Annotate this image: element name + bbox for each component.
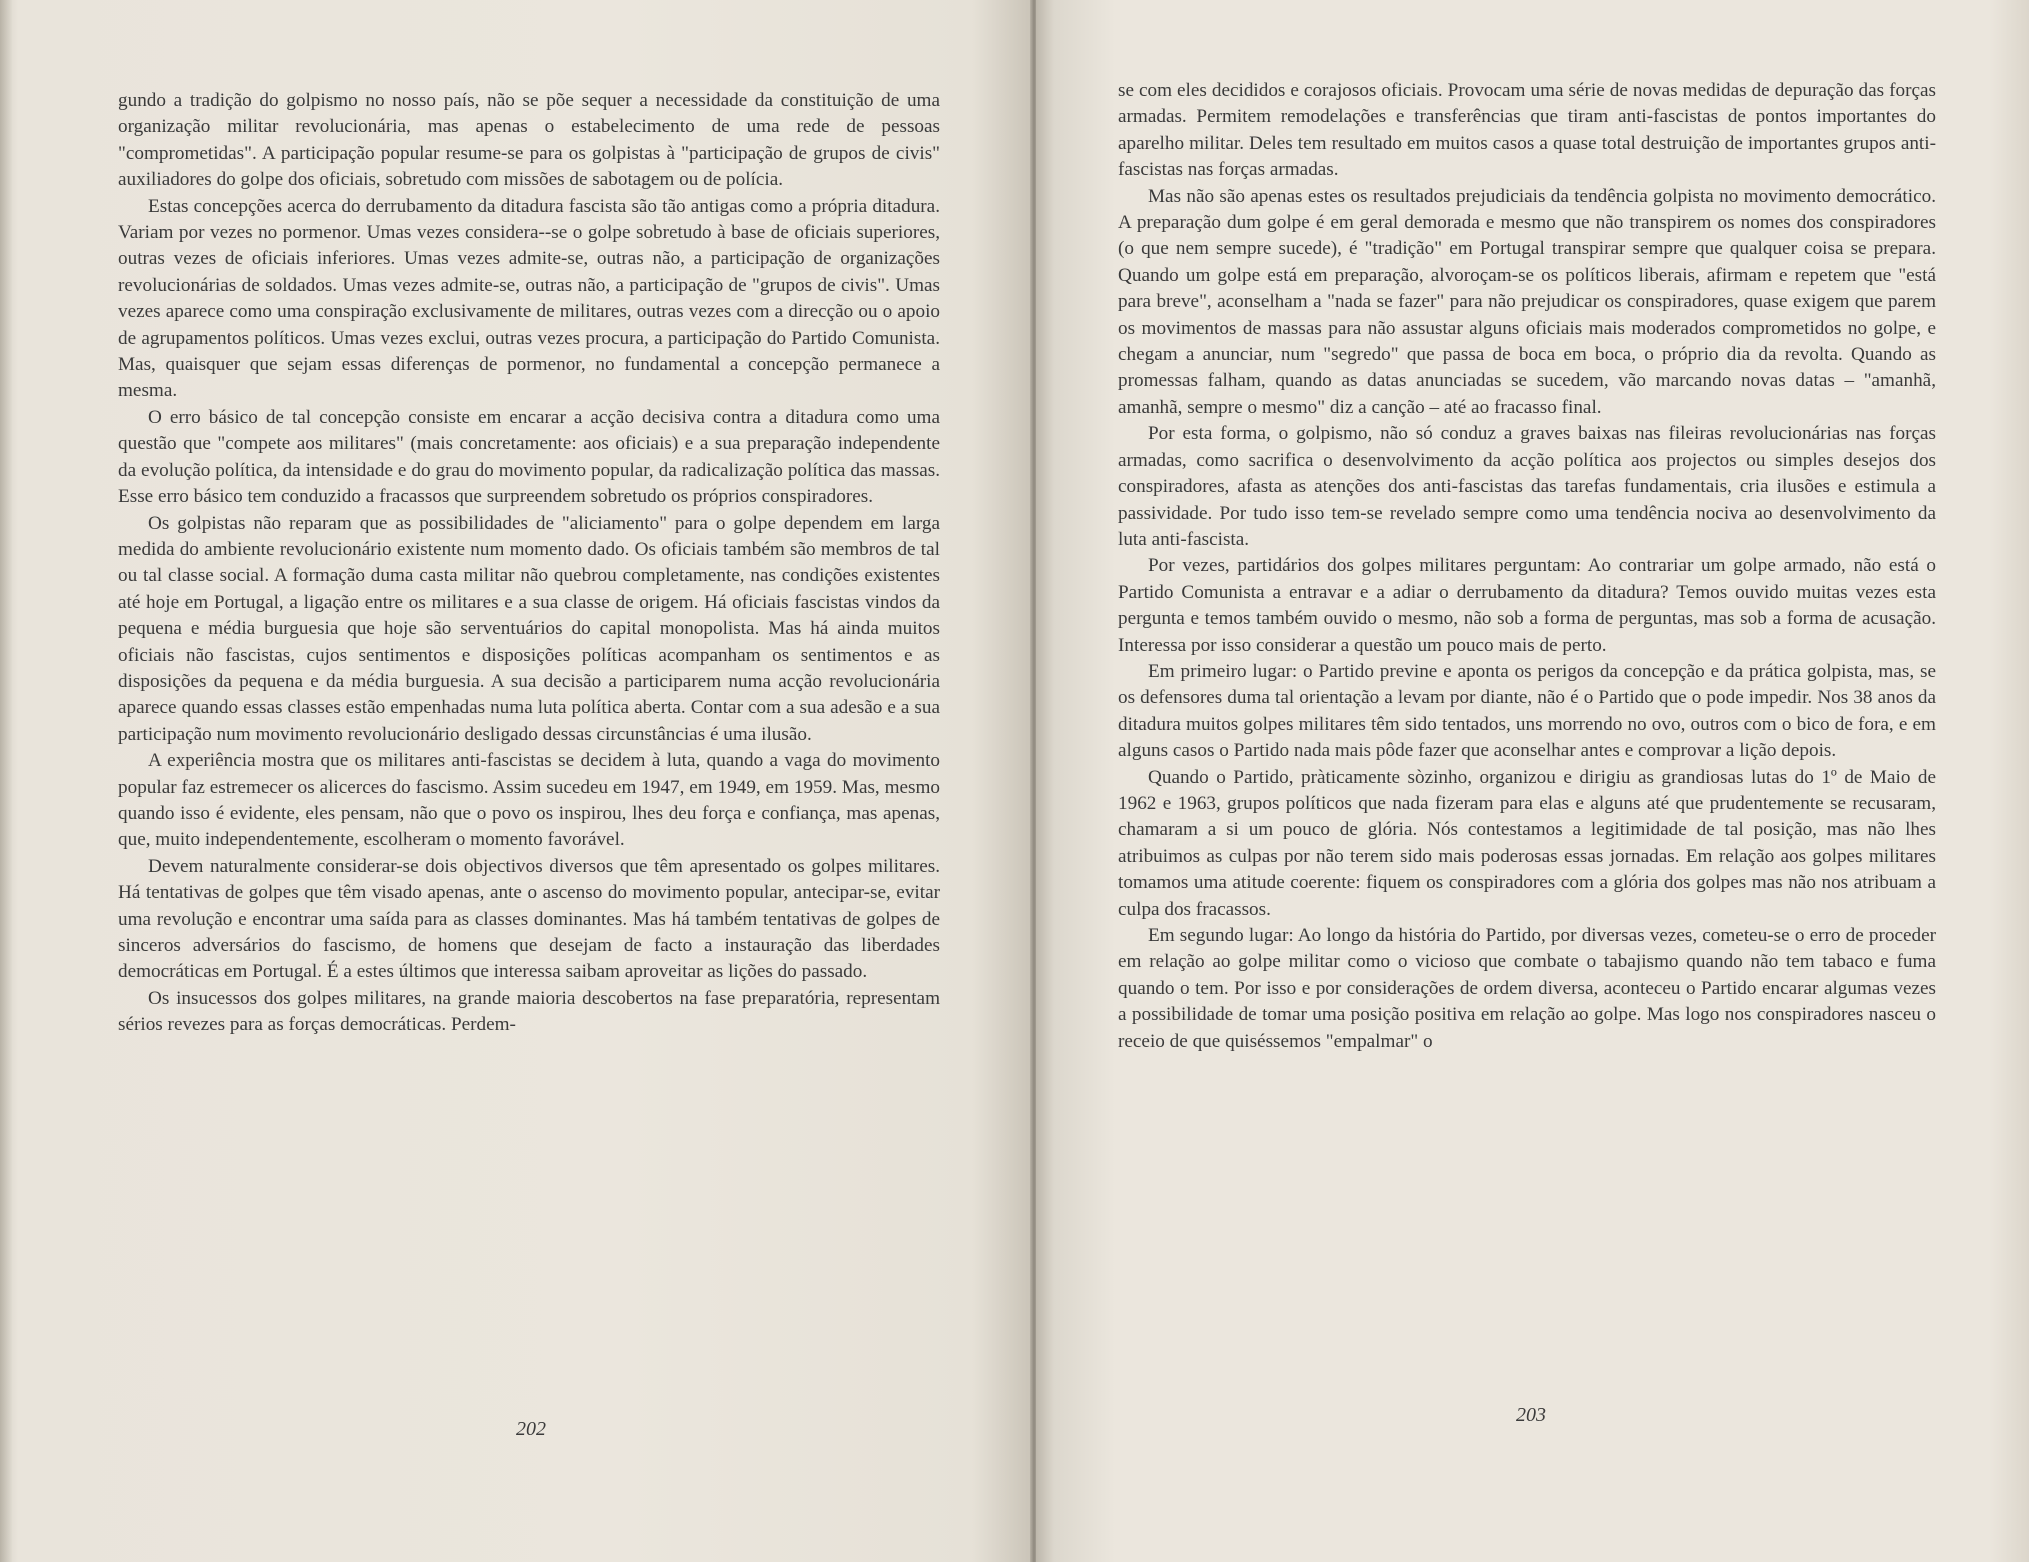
page-edge (0, 0, 12, 1562)
right-page (1036, 0, 2029, 1562)
paragraph: gundo a tradição do golpismo no nosso país, não se põe sequer a necessidade da constituição de uma organização militar revolucionária, mas apenas o estabelecimento de uma rede de pessoas "comprometidas". A participação popular resume-se para os golpistas à "participação de grupos de civis" auxiliadores do golpe dos oficiais, sobretudo com missões de sabotagem ou de polícia. (118, 90, 940, 191)
paragraph: O erro básico de tal concepção consiste em encarar a acção decisiva contra a ditadura como uma questão que "compete aos militares" (mais concretamente: aos oficiais) e a sua preparação independente da evolução política, da intensidade e do grau do movimento popular, da radicalização política das massas. Esse erro básico tem conduzido a fracassos que surpreendem sobretudo os próprios conspiradores. (118, 406, 940, 508)
paragraph: Quando o Partido, pràticamente sòzinho, organizou e dirigiu as grandiosas lutas do 1º de Maio de 1962 e 1963, grupos políticos que nada fizeram para elas e alguns até que prudentemente se recusaram, chamaram a si um pouco de glória. Nós contestamos a legitimidade de tal posição, mas não lhes atribuimos as culpas por não terem sido mais poderosas essas jornadas. Em relação aos golpes militares tomamos uma atitude coerente: fiquem os conspiradores com a glória dos golpes mas não nos atribuam a culpa dos fracassos. (1118, 766, 1936, 920)
paragraph: Por esta forma, o golpismo, não só conduz a graves baixas nas fileiras revolucionárias nas forças armadas, como sacrifica o desenvolvimento da acção política aos projectos ou simples desejos dos conspiradores, afasta as atenções dos anti-fascistas das tarefas fundamentais, cria ilusões e estimula a passividade. Por tudo isso tem-se revelado sempre como uma tendência nociva ao desenvolvimento da luta anti-fascista. (1118, 423, 1936, 550)
paragraph: Por vezes, partidários dos golpes militares perguntam: Ao contrariar um golpe armado, não está o Partido Comunista a entravar e a adiar o derrubamento da ditadura? Temos ouvido muitas vezes esta pergunta e temos também ouvido o mesmo, não sob a forma de perguntas, mas sob a forma de acusação. Interessa por isso considerar a questão um pouco mais de perto. (1118, 555, 1936, 656)
paragraph: Os insucessos dos golpes militares, na grande maioria descobertos na fase preparatória, representam sérios revezes para as forças democráticas. Perdem- (118, 987, 940, 1036)
paragraph: A experiência mostra que os militares anti-fascistas se decidem à luta, quando a vaga do movimento popular faz estremecer os alicerces do fascismo. Assim sucedeu em 1947, em 1949, em 1959. Mas, mesmo quando isso é evidente, eles pensam, não que o povo os inspirou, lhes deu força e confiança, mas apenas, que, muito independentemente, escolheram o momento favorável. (118, 750, 940, 851)
left-page-body (118, 88, 940, 1039)
paragraph: Os golpistas não reparam que as possibilidades de "aliciamento" para o golpe dependem em larga medida do ambiente revolucionário existente num momento dado. Os oficiais também são membros de tal ou tal classe social. A formação duma casta militar não quebrou completamente, nas condições existentes até hoje em Portugal, a ligação entre os militares e a sua classe de origem. Há oficiais fascistas vindos da pequena e média burguesia que hoje são serventuários do capital monopolista. Mas há ainda muitos oficiais não fascistas, cujos sentimentos e disposições políticas acompanham os sentimentos e as disposições da pequena e da média burguesia. A sua decisão a participarem numa acção revolucionária aparece quando essas classes estão empenhadas numa luta política aberta. Contar com a sua adesão e a sua participação num movimento revolucionário desligado dessas circunstâncias é uma ilusão. (118, 512, 940, 745)
paragraph: Em segundo lugar: Ao longo da história do Partido, por diversas vezes, cometeu-se o erro de proceder em relação ao golpe militar como o vicioso que combate o tabajismo quando não tem tabaco e fuma quando o tem. Por isso e por considerações de ordem diversa, aconteceu o Partido encarar algumas vezes a possibilidade de tomar uma posição positiva em relação ao golpe. Mas logo nos conspiradores nasceu o receio de que quiséssemos "empalmar" o (1118, 925, 1936, 1052)
paragraph: Em primeiro lugar: o Partido previne e aponta os perigos da concepção e da prática golpista, mas, se os defensores duma tal orientação a levam por diante, não é o Partido que o pode impedir. Nos 38 anos da ditadura muitos golpes militares têm sido tentados, uns morrendo no ovo, outros com o bico de fora, e em alguns casos o Partido nada mais pôde fazer que aconselhar antes e comprovar a lição depois. (1118, 660, 1936, 762)
paragraph: Mas não são apenas estes os resultados prejudiciais da tendência golpista no movimento democrático. A preparação dum golpe é em geral demorada e mesmo que não transpirem os nomes dos conspiradores (o que nem sempre sucede), é "tradição" em Portugal transpirar sempre que qualquer coisa se prepara. Quando um golpe está em preparação, alvoroçam-se os políticos liberais, afirmam e repetem que "está para breve", aconselham a "nada se fazer" para não prejudicar os conspiradores, quase exigem que parem os movimentos de massas para não assustar alguns oficiais mais moderados comprometidos no golpe, e chegam a anunciar, num "segredo" que passa de boca em boca, o próprio dia da revolta. Quando as promessas falham, quando as datas anunciadas se sucedem, vão marcando novas datas – "amanhã, amanhã, sempre o mesmo" diz a canção – até ao fracasso final. (1118, 185, 1936, 418)
page-number: 203 (1516, 1404, 1546, 1426)
page-number: 202 (516, 1418, 546, 1440)
paragraph: se com eles decididos e corajosos oficiais. Provocam uma série de novas medidas de depuração das forças armadas. Permitem remodelações e transferências que tiram anti-fascistas de pontos importantes do aparelho militar. Deles tem resultado em muitos casos a quase total destruição de importantes grupos anti-fascistas nas forças armadas. (1118, 80, 1936, 181)
right-page-body (1118, 78, 1936, 1055)
paragraph: Estas concepções acerca do derrubamento da ditadura fascista são tão antigas como a própria ditadura. Variam por vezes no pormenor. Umas vezes considera--se o golpe sobretudo à base de oficiais superiores, outras vezes de oficiais inferiores. Umas vezes admite-se, outras não, a participação de organizações revolucionárias de soldados. Umas vezes admite-se, outras não, a participação de "grupos de civis". Umas vezes aparece como uma conspiração exclusivamente de militares, outras vezes com a direcção ou o apoio de agrupamentos políticos. Umas vezes exclui, outras vezes procura, a participação do Partido Comunista. Mas, quaisquer que sejam essas diferenças de pormenor, no fundamental a concepção permanece a mesma. (118, 195, 940, 402)
paragraph: Devem naturalmente considerar-se dois objectivos diversos que têm apresentado os golpes militares. Há tentativas de golpes que têm visado apenas, ante o ascenso do movimento popular, antecipar-se, evitar uma revolução e encontrar uma saída para as classes dominantes. Mas há também tentativas de golpes de sinceros adversários do fascismo, de homens que desejam de facto a instauração das liberdades democráticas em Portugal. É a estes últimos que interessa saibam aproveitar as lições do passado. (118, 855, 940, 983)
